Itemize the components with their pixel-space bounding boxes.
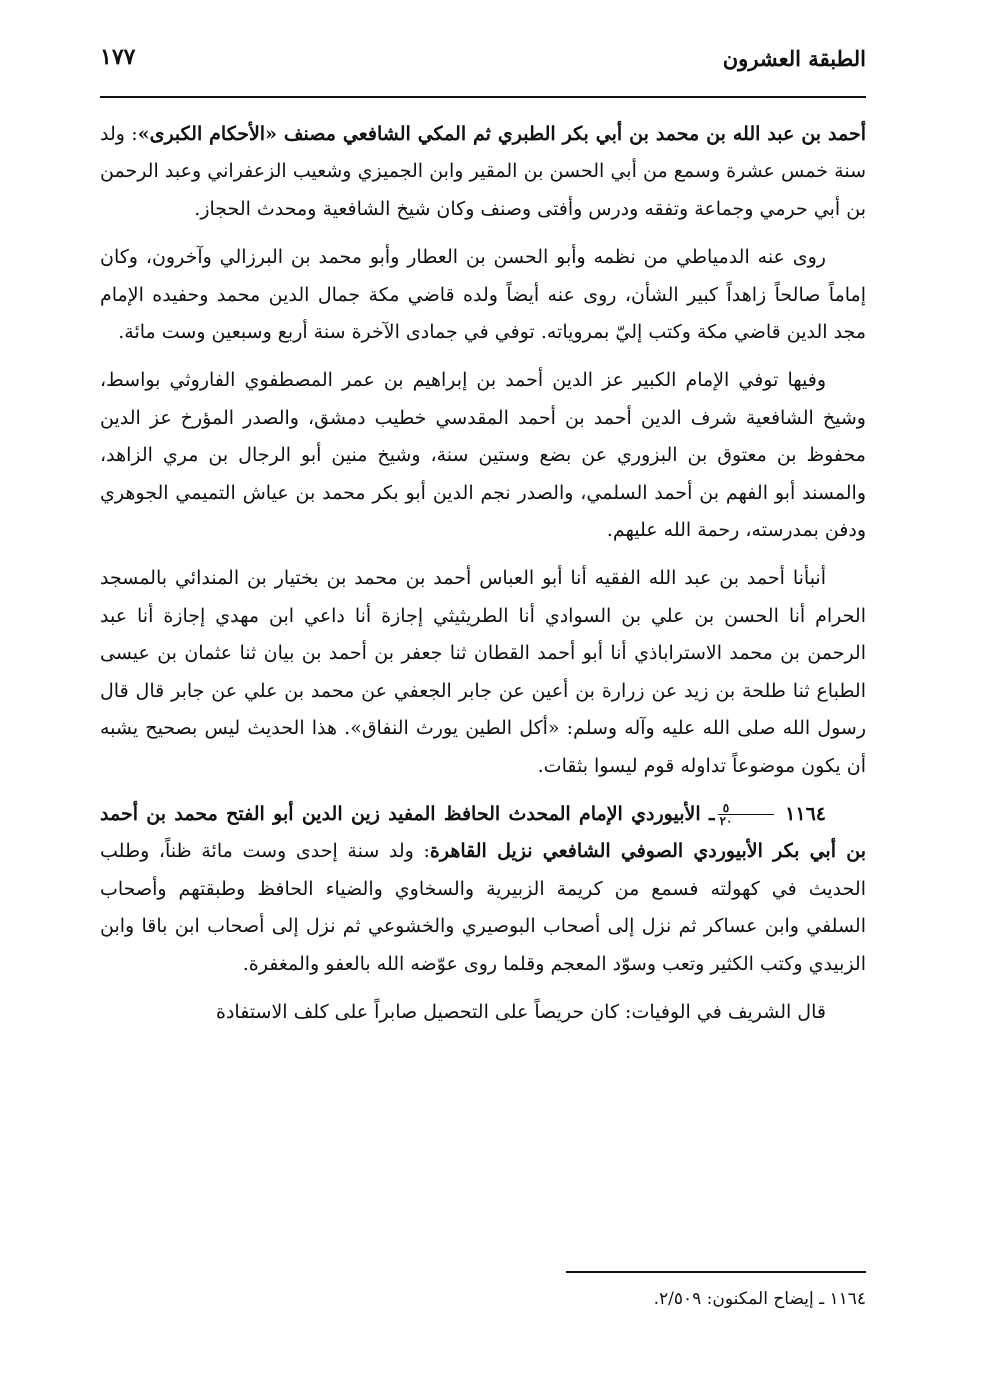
entry-text: : ولد سنة خمس عشرة وسمع من أبي الحسن بن المقير وابن الجميزي وشعيب الزعفراني وعبد الرحمن بن أبي حرمي وجماعة وتفقه ودرس وأفتى وصنف وكان شيخ الشافعية ومحدث الحجاز. [100, 123, 866, 220]
paragraph-hadith: أنبأنا أحمد بن عبد الله الفقيه أنا أبو العباس أحمد بن محمد بن بختيار بن المندائي بالمسجد الحرام أنا الحسن بن علي بن السوادي أنا الطريثيثي إجازة أنا داعي ابن مهدي إجازة أنا عبد الرحمن بن محمد الاستراباذي أنا أبو أحمد القطان ثنا جعفر بن أحمد بن بيان ثنا عثمان بن عيسى الطباع ثنا طلحة بن زيد عن زرارة بن أعين عن جابر الجعفي عن محمد بن علي عن جابر قال قال رسول الله صلى الله عليه وآله وسلم: «أكل الطين يورث النفاق». هذا الحديث ليس بصحيح يشبه أن يكون موضوعاً تداوله قوم ليسوا بثقات. [100, 567, 866, 777]
paragraph-deaths: وفيها توفي الإمام الكبير عز الدين أحمد بن إبراهيم بن عمر المصطفوي الفاروثي بواسط، وشيخ الشافعية شرف الدين أحمد بن أحمد المقدسي خطيب دمشق، والصدر المؤرخ عز الدين محفوظ بن معتوق بن البزوري عن بضع وستين سنة، وشيخ منين أبو الرجال بن مري الزاهد، والمسند أبو الفهم بن أحمد السلمي، والصدر نجم الدين أبو بكر محمد بن عياش التميمي الجوهري ودفن بمدرسته، رحمة الله عليهم. [100, 369, 866, 542]
entry-fraction [718, 802, 775, 827]
page-body [100, 116, 866, 1031]
footnote-rule [566, 1271, 866, 1273]
fraction-numerator: ٥ [718, 802, 775, 815]
fraction-denominator: ٢٠ [719, 814, 733, 829]
biography-entry-1164 [100, 796, 866, 983]
biography-entry-1163 [100, 116, 866, 228]
entry-number: ١١٦٤ [785, 802, 826, 825]
entry-name: ـ الأبيوردي الإمام المحدث الحافظ المفيد زين الدين أبو الفتح محمد بن أحمد بن أبي بكر الأبيوردي الصوفي الشافعي نزيل القاهرة [100, 802, 866, 863]
entry-text: : ولد سنة إحدى وست مائة ظناً، وطلب الحديث في كهولته فسمع من كريمة الزبيرية والسخاوي والضياء الحافظ وطبقتهم وأصحاب السلفي وابن عساكر ثم نزل إلى أصحاب البوصيري والخشوعي ثم نزل إلى أصحاب ابن باقا وابن الزبيدي وكتب الكثير وتعب وسوّد المعجم وقلما روى عوّضه الله بالعفو والمغفرة. [100, 840, 866, 975]
paragraph-narrators: روى عنه الدمياطي من نظمه وأبو الحسن بن العطار وأبو محمد بن البرزالي وآخرون، وكان إماماً صالحاً زاهداً كبير الشأن، روى عنه أيضاً ولده قاضي مكة جمال الدين محمد وحفيده الإمام مجد الدين قاضي مكة وكتب إليّ بمروياته. توفي في جمادى الآخرة سنة أربع وسبعين وست مائة. [100, 246, 866, 344]
page-header [100, 44, 866, 84]
page-number: ١٧٧ [100, 44, 136, 70]
paragraph-sharif: قال الشريف في الوفيات: كان حريصاً على التحصيل صابراً على كلف الاستفادة [216, 1000, 826, 1023]
footnote: ١١٦٤ ـ إيضاح المكنون: ٢/٥٠٩. [653, 1289, 866, 1309]
header-rule [100, 96, 866, 98]
entry-name: أحمد بن عبد الله بن محمد بن أبي بكر الطبري ثم المكي الشافعي مصنف «الأحكام الكبرى» [137, 123, 866, 145]
running-title: الطبقة العشرون [722, 46, 866, 71]
